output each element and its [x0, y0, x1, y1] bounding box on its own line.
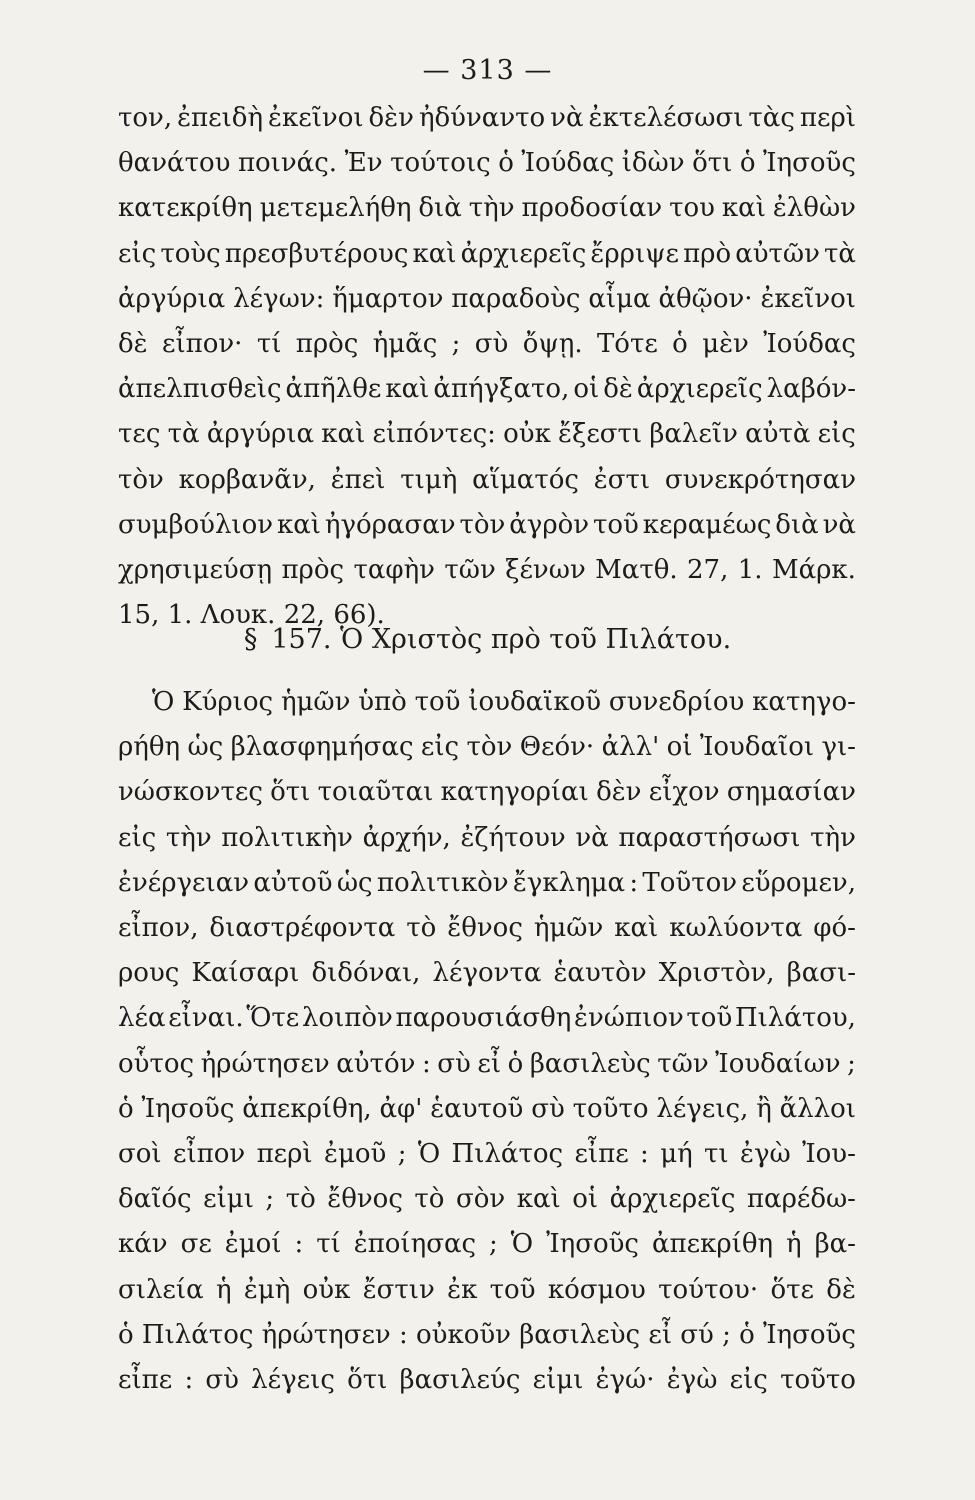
text-line: κατεκρίθη μετεμελήθη διὰ τὴν προδοσίαν του καὶ ἐλθὼν — [118, 193, 856, 224]
text-line: οὗτος ἠρώτησεν αὐτόν : σὺ εἶ ὁ βασιλεὺς τῶν Ἰουδαίων ; — [118, 1048, 856, 1079]
text-line: τὸν κορβανᾶν, ἐπεὶ τιμὴ αἵματός ἐστι συνεκρότησαν — [118, 464, 856, 495]
text-line: 15, 1. Λουκ. 22, 66). — [118, 600, 385, 631]
text-line: ἀπελπισθεὶς ἀπῆλθε καὶ ἀπήγξατο, οἱ δὲ ἀρχιερεῖς λαβόν- — [118, 374, 856, 405]
page-number: — 313 — — [422, 55, 553, 86]
text-line: εἰς τοὺς πρεσβυτέρους καὶ ἀρχιερεῖς ἔρριψε πρὸ αὐτῶν τὰ — [118, 238, 856, 269]
text-line: Ὁ Κύριος ἡμῶν ὑπὸ τοῦ ἰουδαϊκοῦ συνεδρίου κατηγο- — [152, 687, 856, 717]
text-line: σοὶ εἶπον περὶ ἐμοῦ ; Ὁ Πιλάτος εἶπε : μή τι ἐγὼ Ἰου- — [118, 1139, 856, 1170]
section-heading — [0, 624, 975, 655]
text-line: συμβούλιον καὶ ἠγόρασαν τὸν ἀγρὸν τοῦ κεραμέως διὰ νὰ — [118, 509, 856, 540]
text-line: εἶπον, διαστρέφοντα τὸ ἔθνος ἡμῶν καὶ κωλύοντα φό- — [118, 913, 856, 944]
text-line: ὁ Ἰησοῦς ἀπεκρίθη, ἀφ' ἑαυτοῦ σὺ τοῦτο λέγεις, ἢ ἄλλοι — [118, 1093, 856, 1124]
paragraph-1 — [118, 96, 856, 638]
text-line: ἐνέργειαν αὐτοῦ ὡς πολιτικὸν ἔγκλημα : Τοῦτον εὕρομεν, — [118, 867, 856, 898]
text-line: θανάτου ποινάς. Ἐν τούτοις ὁ Ἰούδας ἰδὼν ὅτι ὁ Ἰησοῦς — [118, 148, 856, 179]
paragraph-2 — [118, 680, 856, 1403]
text-line: δὲ εἶπον· τί πρὸς ἡμᾶς ; σὺ ὄψῃ. Τότε ὁ μὲν Ἰούδας — [118, 329, 856, 360]
text-line: ἀργύρια λέγων: ἥμαρτον παραδοὺς αἷμα ἀθῷον· ἐκεῖνοι — [118, 283, 856, 314]
text-line: εἰς τὴν πολιτικὴν ἀρχήν, ἐζήτουν νὰ παραστήσωσι τὴν — [118, 822, 856, 853]
text-line: ρήθη ὡς βλασφημήσας εἰς τὸν Θεόν· ἀλλ' οἱ Ἰουδαῖοι γι- — [118, 732, 856, 763]
section-title: 157. Ὁ Χριστὸς πρὸ τοῦ Πιλάτου. — [271, 624, 732, 655]
text-line: κάν σε ἐμοί : τί ἐποίησας ; Ὁ Ἰησοῦς ἀπεκρίθη ἡ βα- — [118, 1229, 856, 1260]
text-line: τες τὰ ἀργύρια καὶ εἰπόντες: οὐκ ἔξεστι βαλεῖν αὐτὰ εἰς — [118, 419, 856, 450]
text-line: λέα εἶναι. Ὅτε λοιπὸν παρουσιάσθη ἐνώπιον τοῦ Πιλάτου, — [118, 1003, 856, 1034]
text-line: δαῖός εἰμι ; τὸ ἔθνος τὸ σὸν καὶ οἱ ἀρχιερεῖς παρέδω- — [118, 1184, 856, 1215]
text-line: χρησιμεύσῃ πρὸς ταφὴν τῶν ξένων Ματθ. 27, 1. Μάρκ. — [118, 555, 856, 586]
text-line: ὁ Πιλάτος ἠρώτησεν : οὐκοῦν βασιλεὺς εἶ σύ ; ὁ Ἰησοῦς — [118, 1319, 856, 1350]
text-line: τον, ἐπειδὴ ἐκεῖνοι δὲν ἠδύναντο νὰ ἐκτελέσωσι τὰς περὶ — [118, 103, 856, 133]
text-line: νώσκοντες ὅτι τοιαῦται κατηγορίαι δὲν εἶχον σημασίαν — [118, 777, 856, 808]
text-line: εἶπε : σὺ λέγεις ὅτι βασιλεύς εἰμι ἐγώ· ἐγὼ εἰς τοῦτο — [118, 1365, 856, 1396]
text-line: σιλεία ἡ ἐμὴ οὐκ ἔστιν ἐκ τοῦ κόσμου τούτου· ὅτε δὲ — [118, 1274, 856, 1305]
text-line: ρους Καίσαρι διδόναι, λέγοντα ἑαυτὸν Χριστὸν, βασι- — [118, 958, 856, 989]
section-symbol: § — [243, 624, 258, 655]
